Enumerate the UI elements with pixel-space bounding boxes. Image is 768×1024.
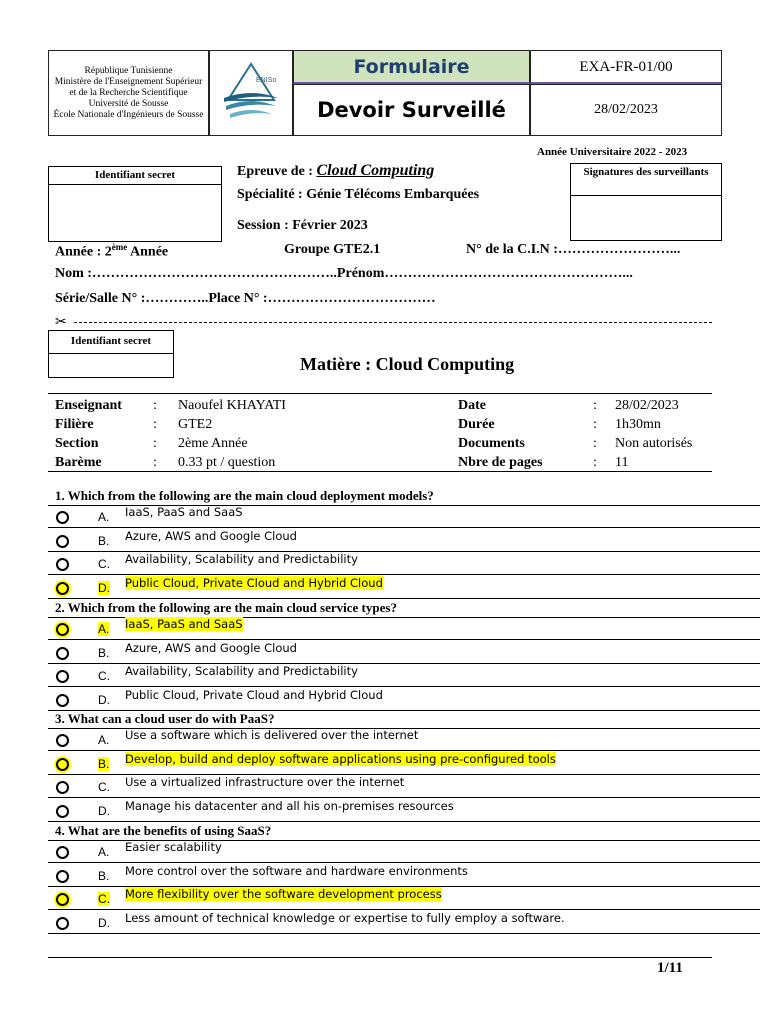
info-row: Date : 28/02/2023	[458, 397, 679, 413]
radio-icon[interactable]	[56, 558, 69, 571]
institution-block	[48, 50, 209, 136]
info-top-rule	[48, 393, 712, 394]
radio-icon[interactable]	[56, 694, 69, 707]
radio-icon[interactable]	[56, 670, 69, 683]
question-3-option-d[interactable]	[48, 799, 760, 822]
option-text: Availability, Scalability and Predictability	[125, 664, 358, 678]
option-text: Azure, AWS and Google Cloud	[125, 528, 297, 543]
institution-line: Université de Sousse	[88, 98, 169, 109]
option-letter: C.	[98, 780, 110, 794]
radio-icon[interactable]	[56, 846, 69, 859]
option-text: Public Cloud, Private Cloud and Hybrid Cloud	[125, 687, 383, 702]
cut-line	[74, 322, 712, 323]
question-4-option-c[interactable]	[48, 887, 760, 910]
radio-icon[interactable]	[56, 734, 69, 747]
radio-selected-icon[interactable]	[56, 623, 69, 636]
matiere-title: Matière : Cloud Computing	[300, 354, 515, 374]
svg-text:ENISo: ENISo	[256, 77, 277, 84]
option-letter: D.	[98, 692, 110, 707]
form-code: EXA-FR-01/00	[530, 50, 722, 84]
radio-selected-icon[interactable]	[56, 893, 69, 906]
school-logo	[209, 50, 293, 136]
info-row: Barème : 0.33 pt / question	[55, 454, 276, 470]
option-letter: A.	[98, 510, 110, 524]
specialite: Spécialité : Génie Télécoms Embarquées	[237, 187, 480, 202]
radio-icon[interactable]	[56, 781, 69, 794]
option-letter: D.	[98, 915, 110, 930]
question-3-option-a[interactable]	[48, 728, 760, 751]
signatures-box[interactable]	[570, 163, 722, 241]
radio-icon[interactable]	[56, 647, 69, 660]
question-4-option-b[interactable]	[48, 864, 760, 887]
secret-id-box[interactable]	[48, 166, 222, 242]
option-letter: D.	[98, 803, 110, 818]
info-bottom-rule	[48, 471, 712, 472]
option-letter: B.	[98, 645, 110, 660]
epreuve-label: Epreuve de :	[237, 164, 313, 179]
option-text: IaaS, PaaS and SaaS	[125, 617, 243, 631]
radio-icon[interactable]	[56, 917, 69, 930]
exam-info-right	[458, 396, 692, 472]
option-letter: B.	[98, 868, 110, 883]
radio-icon[interactable]	[56, 870, 69, 883]
option-text: IaaS, PaaS and SaaS	[125, 505, 243, 519]
option-letter: C.	[98, 892, 110, 906]
option-text: Manage his datacenter and all his on-premises resources	[125, 798, 454, 813]
question-4-text: 4. What are the benefits of using SaaS?	[55, 823, 272, 838]
option-text: Less amount of technical knowledge or expertise to fully employ a software.	[125, 910, 565, 925]
question-2-text: 2. Which from the following are the main cloud service types?	[55, 600, 397, 615]
groupe: Groupe GTE2.1	[284, 242, 381, 257]
option-letter: B.	[98, 756, 110, 771]
epreuve-line	[237, 162, 434, 180]
question-4-option-d[interactable]	[48, 911, 760, 934]
question-2-option-a[interactable]	[48, 617, 760, 640]
option-text: Public Cloud, Private Cloud and Hybrid Cloud	[125, 575, 383, 590]
institution-line: Ministère de l'Enseignement Supérieur et de la Recherche Scientifique	[54, 76, 203, 98]
option-letter: C.	[98, 669, 110, 683]
secret-id-label: Identifiant secret	[49, 167, 221, 185]
option-text: Availability, Scalability and Predictability	[125, 552, 358, 566]
secret-id-label-2: Identifiant secret	[49, 331, 173, 354]
question-1-option-d[interactable]	[48, 576, 760, 599]
option-text: Develop, build and deploy software applications using pre-configured tools	[125, 751, 556, 766]
info-row: Documents : Non autorisés	[458, 435, 693, 451]
academic-year: Année Universitaire 2022 - 2023	[537, 146, 688, 158]
question-2-option-d[interactable]	[48, 688, 760, 711]
question-1-option-b[interactable]	[48, 529, 760, 552]
option-text: Use a software which is delivered over the internet	[125, 728, 419, 742]
option-letter: A.	[98, 845, 110, 859]
radio-icon[interactable]	[56, 511, 69, 524]
exam-info-left	[55, 396, 286, 472]
info-row: Section : 2ème Année	[55, 435, 248, 451]
epreuve-value: Cloud Computing	[316, 162, 435, 179]
cin-field[interactable]: N° de la C.I.N :……………………...	[466, 242, 681, 257]
formulaire-title: Formulaire	[293, 50, 530, 84]
secret-id-box-2[interactable]	[48, 330, 174, 378]
question-2-option-c[interactable]	[48, 664, 760, 687]
option-text: Azure, AWS and Google Cloud	[125, 640, 297, 655]
info-row: Nbre de pages : 11	[458, 454, 629, 470]
info-row: Filière : GTE2	[55, 416, 213, 432]
option-text: Easier scalability	[125, 840, 222, 854]
radio-selected-icon[interactable]	[56, 758, 69, 771]
question-4-option-a[interactable]	[48, 840, 760, 863]
serie-place-field[interactable]: Série/Salle N° :…………..Place N° :………………………………	[55, 291, 436, 306]
info-row: Durée : 1h30mn	[458, 416, 661, 432]
question-1-text: 1. Which from the following are the main cloud deployment models?	[55, 488, 434, 503]
institution-line: École Nationale d'Ingénieurs de Sousse	[53, 109, 204, 120]
devoir-title: Devoir Surveillé	[293, 84, 530, 136]
session: Session : Février 2023	[237, 218, 368, 233]
option-text: More flexibility over the software development process	[125, 887, 442, 901]
institution-line: République Tunisienne	[84, 65, 173, 76]
option-letter: C.	[98, 557, 110, 571]
option-letter: D.	[98, 580, 110, 595]
form-date: 28/02/2023	[530, 84, 722, 136]
scissors-icon: ✂	[55, 315, 67, 330]
question-2-option-b[interactable]	[48, 641, 760, 664]
eniso-logo-icon	[216, 58, 286, 128]
option-letter: B.	[98, 533, 110, 548]
radio-icon[interactable]	[56, 805, 69, 818]
radio-icon[interactable]	[56, 535, 69, 548]
info-row: Enseignant : Naoufel KHAYATI	[55, 397, 286, 413]
option-text: Use a virtualized infrastructure over the internet	[125, 775, 405, 789]
option-letter: A.	[98, 733, 110, 747]
question-1-option-c[interactable]	[48, 552, 760, 575]
form-header	[48, 50, 722, 136]
nom-prenom-field[interactable]: Nom :……………………………………………..Prénom……………………………………………...	[55, 266, 633, 281]
question-3-option-b[interactable]	[48, 752, 760, 775]
question-1-option-a[interactable]	[48, 505, 760, 528]
page-number: 1/11	[657, 960, 683, 976]
option-letter: A.	[98, 622, 110, 636]
footer-rule	[48, 957, 712, 958]
question-3-text: 3. What can a cloud user do with PaaS?	[55, 711, 275, 726]
radio-selected-icon[interactable]	[56, 582, 69, 595]
question-3-option-c[interactable]	[48, 775, 760, 798]
annee-line: Année : 2ème Année	[55, 242, 169, 260]
signatures-label: Signatures des surveillants	[571, 164, 721, 196]
option-text: More control over the software and hardware environments	[125, 863, 468, 878]
